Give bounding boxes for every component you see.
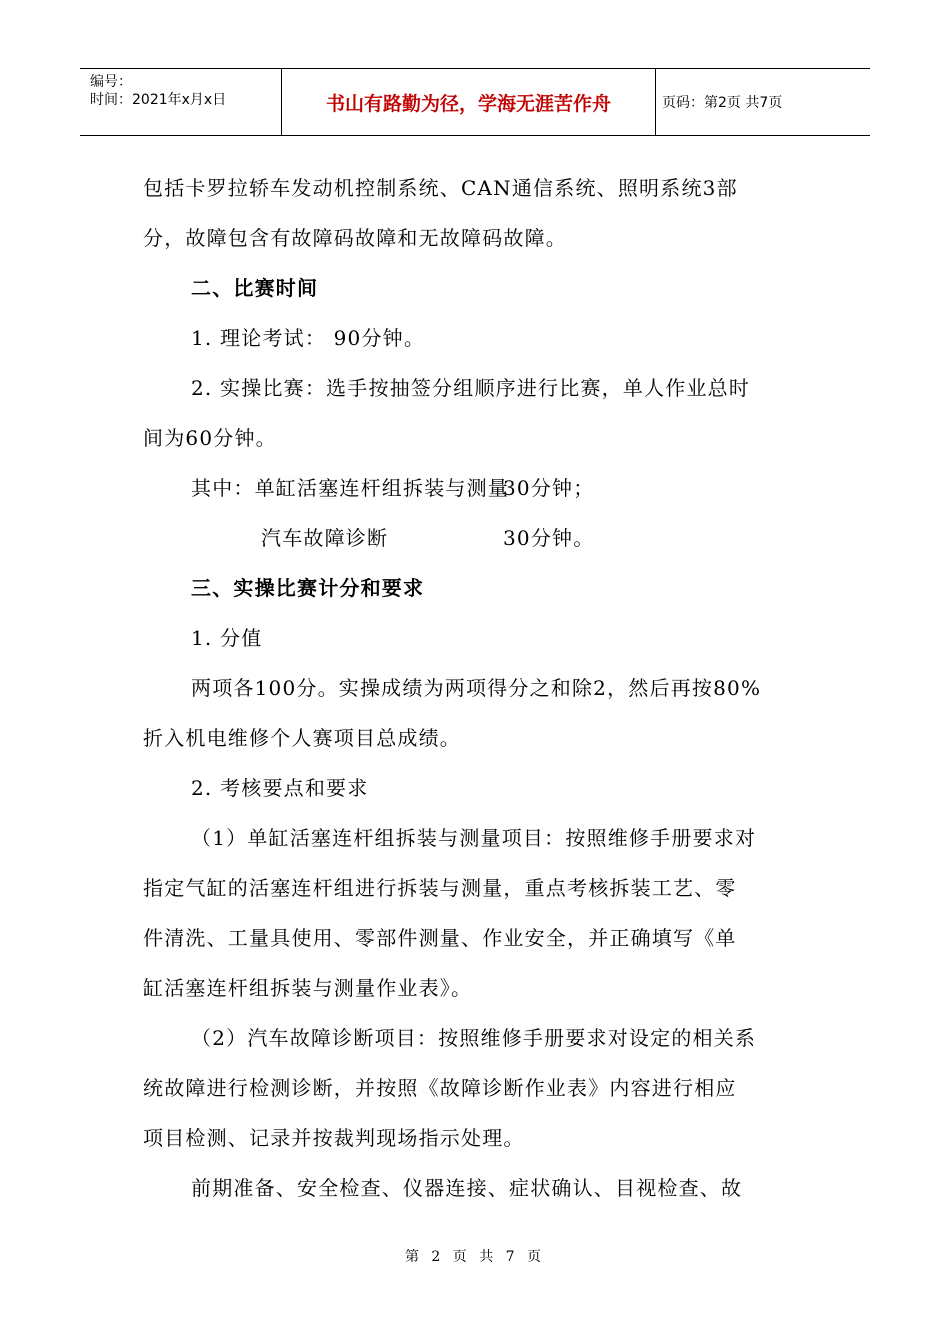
paragraph-line: 项目检测、记录并按裁判现场指示处理。 [143, 1126, 525, 1150]
schedule-prefix: 其中： [191, 476, 255, 500]
paragraph-line: 1. 分值 [191, 626, 263, 650]
paragraph-line: 缸活塞连杆组拆装与测量作业表》。 [143, 976, 473, 1000]
schedule-item-1-time: 30分钟； [503, 476, 595, 500]
header-meta [80, 69, 282, 135]
paragraph-line: 指定气缸的活塞连杆组进行拆装与测量，重点考核拆装工艺、零 [143, 876, 737, 900]
schedule-item-1: 单缸活塞连杆组拆装与测量 [254, 476, 510, 500]
paragraph-line: 间为60分钟。 [143, 426, 277, 450]
footer-page-number: 第 2 页 共 7 页 [404, 1249, 546, 1265]
paragraph-line: 分，故障包含有故障码故障和无故障码故障。 [143, 226, 567, 250]
page-footer [0, 1246, 950, 1266]
paragraph-line: 两项各100分。实操成绩为两项得分之和除2，然后再按80% [191, 676, 762, 700]
motto-text: 书山有路勤为径，学海无涯苦作舟 [325, 92, 611, 115]
schedule-item-2-time: 30分钟。 [503, 526, 595, 550]
paragraph-line: （2）汽车故障诊断项目：按照维修手册要求对设定的相关系 [191, 1026, 757, 1050]
schedule-row-2 [143, 513, 813, 563]
time-label: 时间：2021年x月x日 [90, 92, 227, 108]
section-heading: 二、比赛时间 [191, 276, 319, 300]
paragraph-line: 折入机电维修个人赛项目总成绩。 [143, 726, 461, 750]
paragraph-line: 2. 实操比赛：选手按抽签分组顺序进行比赛，单人作业总时 [191, 376, 751, 400]
paragraph-line: 前期准备、安全检查、仪器连接、症状确认、目视检查、故 [191, 1176, 743, 1200]
paragraph-line: 件清洗、工量具使用、零部件测量、作业安全，并正确填写《单 [143, 926, 737, 950]
header-motto [282, 69, 656, 135]
page-code-text: 页码：第2页 共7页 [662, 95, 783, 111]
section-heading: 三、实操比赛计分和要求 [191, 576, 425, 600]
schedule-row-1 [143, 463, 813, 513]
paragraph-line: 2. 考核要点和要求 [191, 776, 369, 800]
paragraph-line: 统故障进行检测诊断，并按照《故障诊断作业表》内容进行相应 [143, 1076, 737, 1100]
header-page-code [656, 69, 870, 135]
schedule-item-2: 汽车故障诊断 [261, 526, 389, 550]
document-body [143, 163, 813, 1213]
paragraph-line: 1. 理论考试： 90分钟。 [191, 326, 426, 350]
paragraph-line: 包括卡罗拉轿车发动机控制系统、CAN通信系统、照明系统3部 [143, 176, 738, 200]
paragraph-line: （1）单缸活塞连杆组拆装与测量项目：按照维修手册要求对 [191, 826, 757, 850]
schedule-item-name [191, 463, 510, 513]
number-label: 编号： [90, 74, 132, 90]
page-header [80, 68, 870, 136]
